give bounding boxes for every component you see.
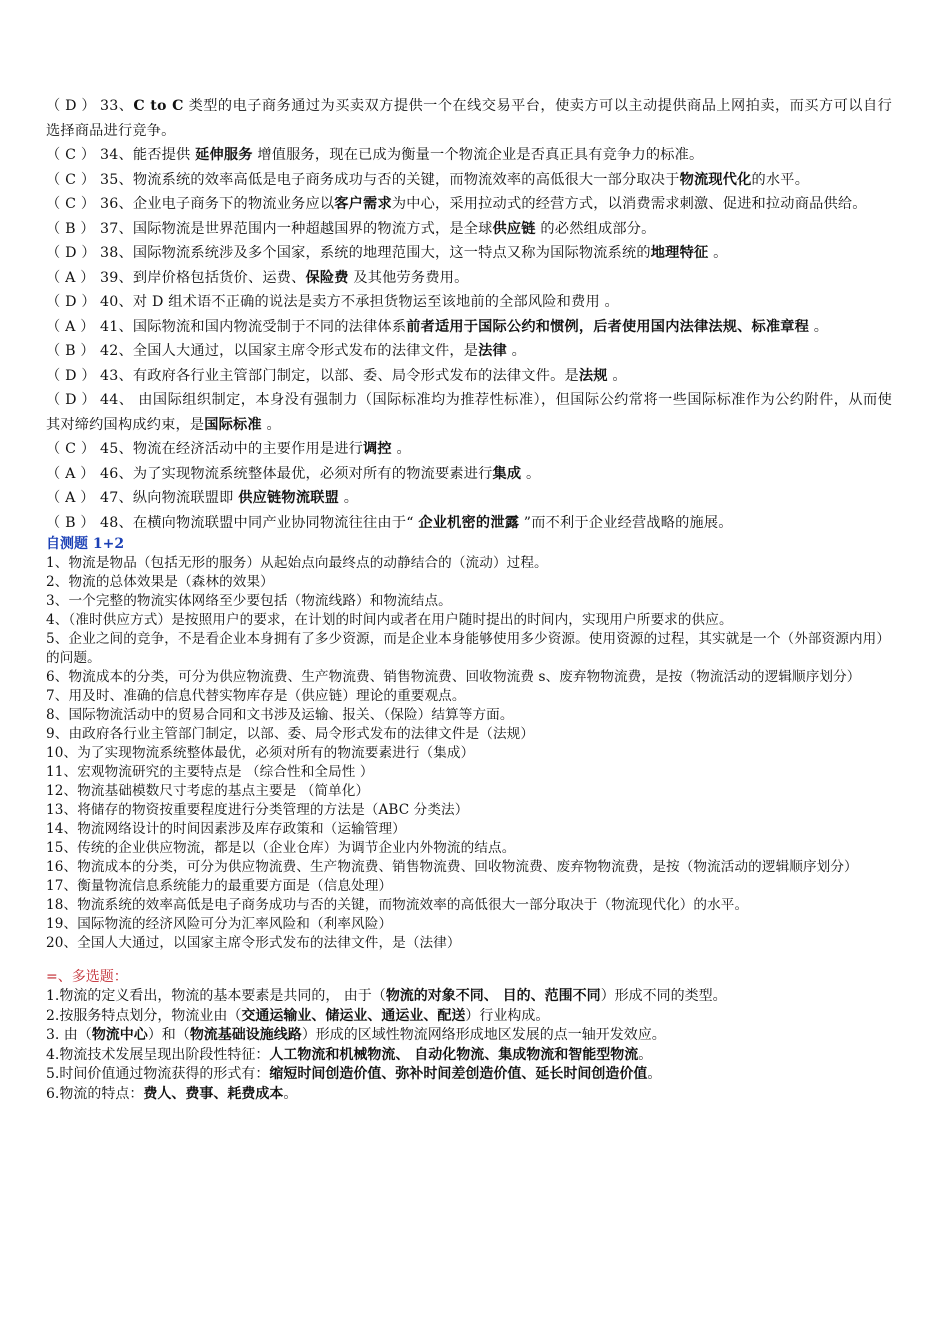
question-item [46,339,892,364]
question-item [46,364,892,389]
answer-emphasis: 地理特征 [650,245,709,261]
answer-emphasis: 客户需求 [334,196,392,212]
self-test-list [46,554,892,953]
answer-emphasis: 调控 [363,441,392,457]
question-item [46,437,892,462]
answer-emphasis: 供应链 [492,220,536,237]
answer-choice: （ D ） [46,245,96,261]
self-test-item: 5、企业之间的竞争，不是看企业本身拥有了多少资源，而是企业本身能够使用多少资源。使用资源的过程，其实就是一个（外部资源内用）的问题。 [46,631,891,666]
answer-choice: （ D ） [46,294,96,310]
self-test-item: 1、物流是物品（包括无形的服务）从起始点向最终点的动静结合的（流动）过程。 [46,555,548,571]
self-test-item: 9、由政府各行业主管部门制定，以部、委、局令形式发布的法律文件是（法规） [46,726,535,742]
text-segment: 的水平。 [751,171,810,188]
text-segment: 42、全国人大通过，以国家主席令形式发布的法律文件，是 [100,343,479,359]
text-segment: 40、对 D 组术语不正确的说法是卖方不承担货物运至该地前的全部风险和费用 。 [100,294,619,310]
text-segment: 45、物流在经济活动中的主要作用是进行 [100,441,364,457]
text-segment: 33、 [100,98,134,114]
answer-choice: （ B ） [46,343,95,359]
self-test-item: 19、国际物流的经济风险可分为汇率风险和（利率风险） [46,916,393,932]
text-segment: 39、到岸价格包括货价、运费、 [100,269,306,286]
text-segment: 。 [521,465,541,482]
question-item [46,168,892,193]
answer-choice: （ C ） [46,147,96,163]
text-segment: 38、国际物流系统涉及多个国家，系统的地理范围大，这一特点又称为国际物流系统的 [100,245,651,261]
text-segment: 。 [391,441,411,457]
text-segment: 为中心，采用拉动式的经营方式，以消费需求刺激、促进和拉动商品供给。 [391,196,867,212]
answer-choice: （ C ） [46,171,96,188]
self-test-item: 15、传统的企业供应物流，都是以（企业仓库）为调节企业内外物流的结点。 [46,840,516,856]
multi-choice-item [46,1046,892,1066]
document-page [46,94,892,1104]
text-segment: 3. 由（ [46,1027,92,1043]
answer-emphasis: 法律 [478,343,507,359]
question-item [46,290,892,315]
text-segment: 。 [338,490,359,506]
answer-choice: （ A ） [46,490,95,506]
self-test-item: 16、物流成本的分类，可分为供应物流费、生产物流费、销售物流费、回收物流费、废弃物物流费，是按（物流活动的逻辑顺序划分） [46,859,858,875]
text-segment: 类型的电子商务通过为买卖双方提供一个在线交易平台，使卖方可以主动提供商品上网拍卖，而买方可以自行选择商品进行竞争。 [46,98,892,139]
text-segment: 。 [809,318,829,335]
text-segment: 47、纵向物流联盟即 [100,490,239,506]
self-test-item: 11、宏观物流研究的主要特点是 （综合性和全局性 ） [46,764,374,780]
answer-emphasis: 交通运输业、储运业、通运业、配送 [241,1007,466,1024]
question-item [46,462,892,487]
answer-emphasis: 国际标准 [204,416,262,433]
self-test-item: 2、物流的总体效果是（森林的效果） [46,574,274,590]
text-segment: 。 [283,1085,298,1102]
answer-choice: （ C ） [46,441,96,457]
answer-emphasis: 物流基础设施线路 [189,1027,302,1043]
answer-choice: （ B ） [46,514,95,531]
multi-choice-heading: =、多选题： [46,969,128,985]
question-item [46,192,892,217]
text-segment: 44、 由国际组织制定，本身没有强制力（国际标准均为推荐性标准），但国际公约常将一些国际标准作为公约附件，从而使其对缔约国构成约束，是 [46,392,892,433]
answer-emphasis: 集成 [492,465,522,482]
text-segment: 46、为了实现物流系统整体最优，必须对所有的物流要素进行 [100,465,493,482]
multi-choice-item [46,1065,892,1085]
self-test-item: 13、将储存的物资按重要程度进行分类管理的方法是（ABC 分类法） [46,802,469,818]
question-item [46,511,892,536]
text-segment: 4.物流技术发展呈现出阶段性特征： [46,1046,270,1063]
answer-emphasis: 物流的对象不同、 目的、范围不同 [385,988,601,1004]
answer-choice: （ D ） [46,98,96,114]
answer-emphasis: 前者适用于国际公约和惯例，后者使用国内法律法规、标准章程 [406,318,810,335]
text-segment: 43、有政府各行业主管部门制定，以部、委、局令形式发布的法律文件。是 [100,367,579,384]
text-segment: ”而不利于企业经营战略的施展。 [519,514,733,531]
text-segment: 5.时间价值通过物流获得的形式有： [46,1066,270,1082]
answer-choice: （ A ） [46,318,95,335]
self-test-item: 12、物流基础模数尺寸考虑的基点主要是 （简单化） [46,783,370,799]
question-item [46,486,892,511]
text-segment: ）形成不同的类型。 [600,988,727,1004]
text-segment: 的必然组成部分。 [535,220,656,237]
multi-choice-item [46,1085,892,1105]
answer-emphasis: C to C [133,98,184,114]
text-segment: 37、国际物流是世界范围内一种超越国界的物流方式，是全球 [100,220,493,237]
answer-choice: （ C ） [46,196,96,212]
text-segment: 。 [647,1066,662,1082]
text-segment: 增值服务，现在已成为衡量一个物流企业是否真正具有竞争力的标准。 [252,147,704,163]
self-test-item: 7、用及时、准确的信息代替实物库存是（供应链）理论的重要观点。 [46,688,466,704]
text-segment: 。 [506,343,527,359]
text-segment: 。 [708,245,728,261]
answer-choice: （ B ） [46,220,95,237]
self-test-item: 4、（准时供应方式）是按照用户的要求，在计划的时间内或者在用户随时提出的时间内，实现用户所要求的供应。 [46,612,733,628]
answer-emphasis: 物流现代化 [679,171,752,188]
text-segment: 1.物流的定义看出，物流的基本要素是共同的， 由于（ [46,988,386,1004]
self-test-item: 8、国际物流活动中的贸易合同和文书涉及运输、报关、（保险）结算等方面。 [46,707,514,723]
multi-choice-item [46,987,892,1007]
answer-emphasis: 费人、费事、耗费成本 [143,1085,284,1102]
text-segment: 2.按服务特点划分，物流业由（ [46,1007,242,1024]
answer-emphasis: 延伸服务 [195,147,253,163]
question-list [46,94,892,535]
text-segment: ）和（ [147,1027,190,1043]
answer-emphasis: 企业机密的泄露 [418,514,520,531]
question-item [46,143,892,168]
text-segment: 6.物流的特点： [46,1085,144,1102]
multi-choice-item [46,1007,892,1027]
self-test-item: 6、物流成本的分类，可分为供应物流费、生产物流费、销售物流费、回收物流费 s、废弃物物流费，是按（物流活动的逻辑顺序划分） [46,669,861,685]
question-item [46,315,892,340]
self-test-item: 10、为了实现物流系统整体最优，必须对所有的物流要素进行（集成） [46,745,475,761]
answer-emphasis: 保险费 [305,269,349,286]
answer-emphasis: 缩短时间创造价值、弥补时间差创造价值、延长时间创造价值 [269,1066,648,1082]
text-segment: 。 [261,416,281,433]
text-segment: 34、能否提供 [100,147,196,163]
question-item [46,241,892,266]
answer-emphasis: 法规 [578,367,608,384]
multi-choice-list [46,987,892,1104]
self-test-item: 14、物流网络设计的时间因素涉及库存政策和（运输管理） [46,821,406,837]
text-segment: 41、国际物流和国内物流受制于不同的法律体系 [100,318,407,335]
question-item [46,388,892,437]
answer-choice: （ A ） [46,465,95,482]
answer-emphasis: 人工物流和机械物流、 自动化物流、集成物流和智能型物流 [269,1046,639,1063]
question-item [46,217,892,242]
question-item [46,94,892,143]
text-segment: ）行业构成。 [465,1007,550,1024]
answer-choice: （ A ） [46,269,95,286]
text-segment: 35、物流系统的效率高低是电子商务成功与否的关键，而物流效率的高低很大一部分取决于 [100,171,680,188]
answer-choice: （ D ） [46,392,96,408]
text-segment: 36、企业电子商务下的物流业务应以 [100,196,335,212]
text-segment: 。 [638,1046,653,1063]
self-test-item: 18、物流系统的效率高低是电子商务成功与否的关键，而物流效率的高低很大一部分取决于（物流现代化）的水平。 [46,897,749,913]
text-segment: 48、在横向物流联盟中同产业协同物流往往由于“ [100,514,419,531]
answer-emphasis: 供应链物流联盟 [238,490,339,506]
multi-choice-item [46,1026,892,1046]
answer-emphasis: 物流中心 [91,1027,148,1043]
text-segment: ）形成的区域性物流网络形成地区发展的点一轴开发效应。 [301,1027,666,1043]
text-segment: 及其他劳务费用。 [348,269,469,286]
answer-choice: （ D ） [46,367,96,384]
self-test-item: 17、衡量物流信息系统能力的最重要方面是（信息处理） [46,878,393,894]
text-segment: 。 [607,367,627,384]
self-test-item: 20、全国人大通过，以国家主席令形式发布的法律文件，是（法律） [46,935,461,951]
self-test-item: 3、一个完整的物流实体网络至少要包括（物流线路）和物流结点。 [46,593,452,609]
question-item [46,266,892,291]
self-test-heading: 自测题 1+2 [46,536,125,552]
